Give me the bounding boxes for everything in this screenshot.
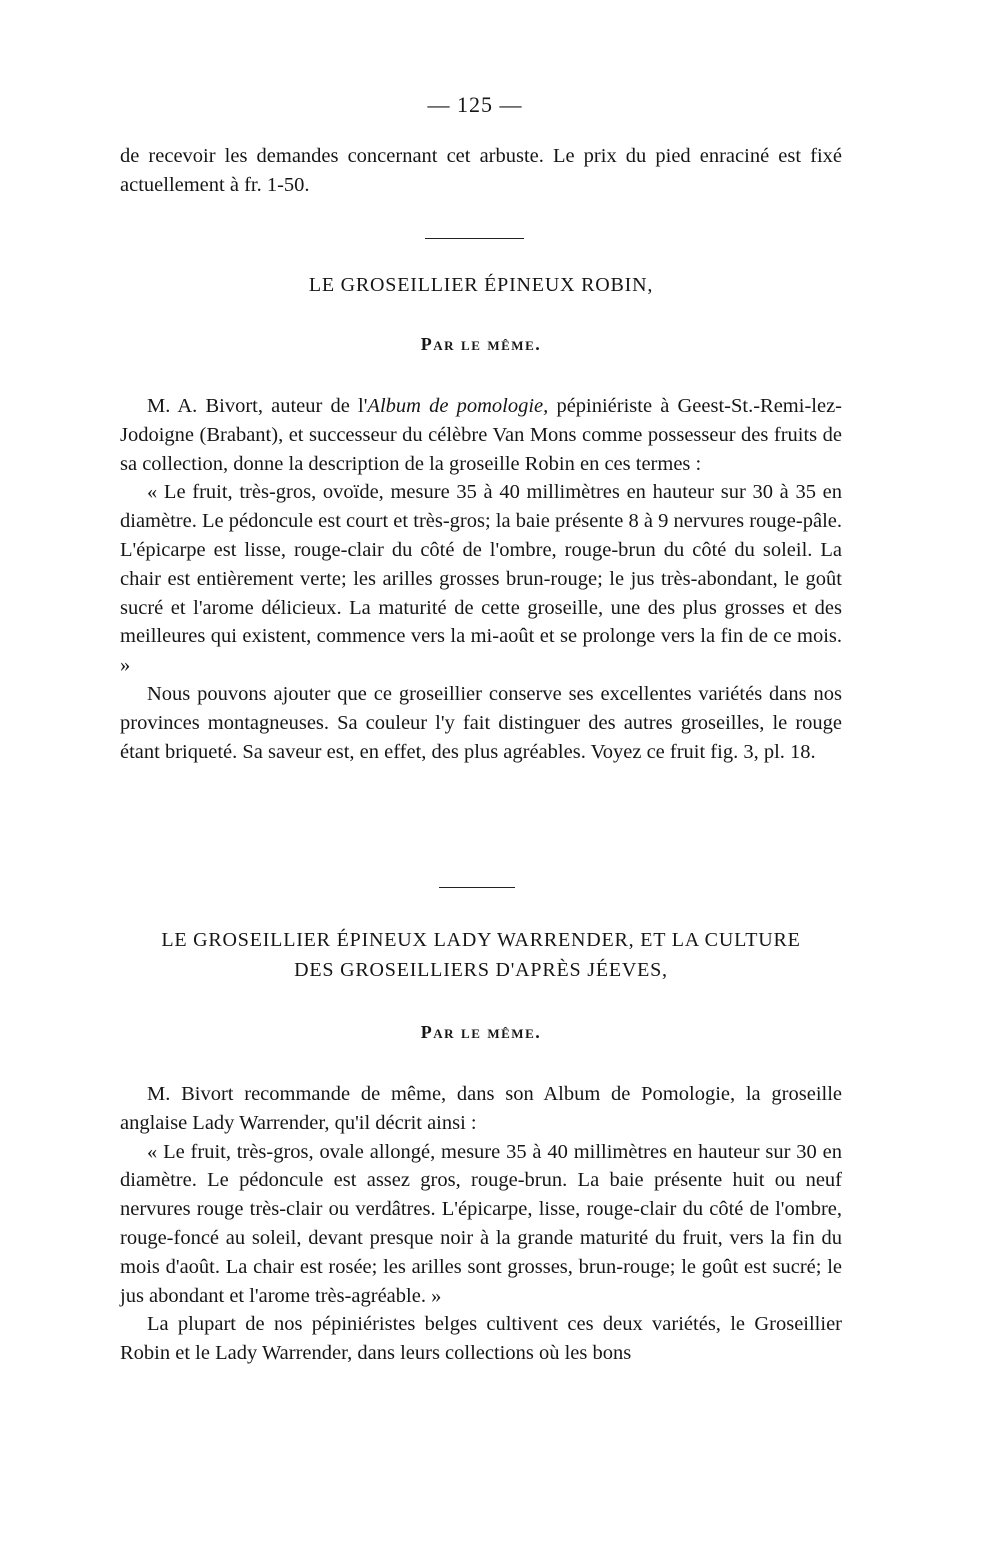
robin-paragraph-intro (120, 392, 842, 478)
section-divider (439, 887, 515, 888)
robin-closing: Nous pouvons ajouter que ce groseillier conserve ses excellentes variétés dans nos provinces montagneuses. Sa couleur l'y fait distinguer des autres groseilles, le rouge étant briqueté. Sa saveur est, en effet, des plus agréables. Voyez ce fruit fig. 3, pl. 18. (120, 682, 842, 763)
page-number: — 125 — (427, 92, 523, 117)
warrender-paragraph-intro: M. Bivort recommande de même, dans son Album de Pomologie, la groseille anglaise Lady Warrender, qu'il décrit ainsi : (120, 1083, 842, 1134)
section-robin-body (120, 392, 842, 766)
byline-robin: Par le même. (420, 334, 542, 354)
warrender-quote: « Le fruit, très-gros, ovale allongé, mesure 35 à 40 millimètres en hauteur sur 30 en diamètre. Le pédoncule est assez gros, rouge-brun. La baie présente huit ou neuf nervures rouge très-clair ou verdâtres. L'épicarpe, lisse, rouge-clair du côté de l'ombre, rouge-foncé au soleil, devant presque noir à la grande maturité du fruit, vers la fin du mois d'août. La chair est rosée; les arilles sont grosses, brun-rouge; le goût est sucré; le jus abondant et l'arome très-agréable. » (120, 1140, 842, 1307)
section-divider (425, 238, 524, 239)
robin-intro-after: pépiniériste à Geest-St.-Remi-lez-Jodoigne (Brabant), et successeur du célèbre Van Mons comme possesseur des fruits de sa collection, donne la description de la groseille Robin en ces termes : (120, 395, 842, 475)
album-title: Album de pomologie, (367, 395, 549, 417)
intro-paragraph: de recevoir les demandes concernant cet arbuste. Le prix du pied enraciné est fixé actuellement à fr. 1-50. (120, 145, 842, 196)
warrender-title-line2: DES GROSEILLIERS D'APRÈS JÉEVES, (294, 959, 668, 981)
robin-intro-before: M. A. Bivort, auteur de l' (147, 395, 368, 417)
section-title-robin: LE GROSEILLIER ÉPINEUX ROBIN, (308, 274, 654, 296)
section-title-warrender (120, 925, 842, 985)
byline-warrender: Par le même. (420, 1022, 542, 1042)
warrender-closing: La plupart de nos pépiniéristes belges cultivent ces deux variétés, le Groseillier Robin et le Lady Warrender, dans leurs collections où les bons (120, 1313, 842, 1365)
section-warrender-body (120, 1080, 842, 1368)
robin-quote: « Le fruit, très-gros, ovoïde, mesure 35 à 40 millimètres en hauteur sur 30 à 35 en diamètre. Le pédoncule est court et très-gros; la baie présente 8 à 9 nervures rouge-pâle. L'épicarpe est lisse, rouge-clair du côté de l'ombre, rouge-brun du côté du soleil. La chair est entièrement verte; les arilles grosses brun-rouge; le jus très-abondant, le goût sucré et l'arome délicieux. La maturité de cette groseille, une des plus grosses et des meilleures qui existent, commence vers la mi-août et se prolonge vers la fin de ce mois. » (120, 481, 842, 677)
warrender-title-line1: LE GROSEILLIER ÉPINEUX LADY WARRENDER, ET LA CULTURE (161, 929, 801, 951)
intro-paragraph-block (120, 142, 842, 200)
